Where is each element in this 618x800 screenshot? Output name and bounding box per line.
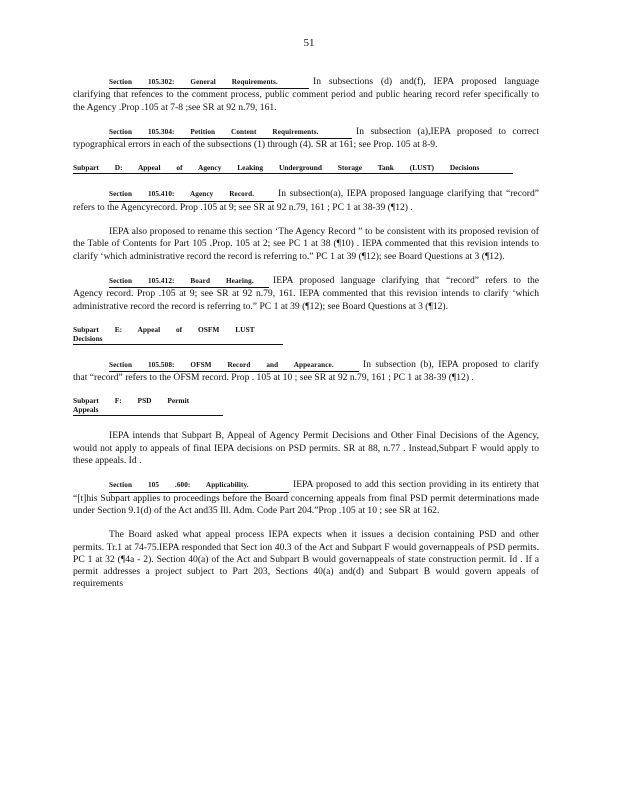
section-105-600 [73,479,539,517]
section-text: IEPA proposed language clarifying that “record” refers to the Agency record. Prop .105 at 9; see SR at 92 n.79, 161. IEPA commented that this revision intends to clarify ‘which administrative record the record is referring to.” PC 1 at 39 (¶12); see Board Questions at 3 (¶12). [73,274,539,312]
section-heading: Section 105.304: Petition Content Requirements. [109,126,352,139]
section-heading: Section 105.410: Agency Record. [109,188,274,201]
page-number: 51 [303,37,315,49]
section-text: In subsections (d) and(f), IEPA proposed language clarifying that refences to the comment process, public comment period and public hearing record refer specifically to the Agency .Prop .105 at 7-8 ;see SR at 92 n.79, 161. [73,76,539,113]
section-heading: Section 105.302: General Requirements. [109,76,309,89]
subpart-heading: Subpart D: Appeal of Agency Leaking Underground Storage Tank (LUST) Decisions [73,163,539,174]
section-text: In subsection(a), IEPA proposed language clarifying that “record” refers to the Agencyrecord. Prop .105 at 9; see SR at 92 n.79, 161 ; PC 1 at 38-39 (¶12) . [73,188,539,213]
section-heading: Section 105.508: OFSM Record and Appearance. [109,359,359,372]
section-105-508 [73,359,539,385]
subpart-heading: Subpart E: Appeal of OSFM LUST Decisions [73,325,539,345]
section-text: In subsection (a),IEPA proposed to correct typographical errors in each of the subsections (1) through (4). SR at 161; see Prop. 105 at 8-9. [73,125,539,151]
document-body [73,76,539,603]
section-105-302 [73,76,539,114]
section-105-412 [73,275,539,313]
subpart-heading: Subpart F: PSD Permit Appeals [73,396,539,416]
section-heading: Section 105 .600: Applicability. [109,479,289,492]
section-heading: Section 105.412: Board Hearing. [109,275,269,288]
section-105-410 [73,188,539,214]
section-105-304 [73,126,539,152]
paragraph: IEPA intends that Subpart B, Appeal of Agency Permit Decisions and Other Final Decisions of the Agency, would not apply to appeals of final IEPA decisions on PSD permits. SR at 88, n.77 . Instead,Subpart F would apply to these appeals. Id . [73,430,539,467]
section-text: In subsection (b), IEPA proposed to clarify that “record” refers to the OFSM record. Prop . 105 at 10 ; see SR at 92 n.79, 161 ; PC 1 at 38-39 (¶12) . [73,358,539,384]
paragraph: The Board asked what appeal process IEPA expects when it issues a decision containing PSD and other permits. Tr.1 at 74-75.IEPA responded that Sect ion 40.3 of the Act and Subpart F would governappeals of PSD permits. PC 1 at 32 (¶4a - 2). Section 40(a) of the Act and Subpart B would governappeals of state construction permit. Id . If a permit addresses a project subject to Part 203, Sections 40(a) and(d) and Subpart B would govern appeals of requirements [73,529,539,590]
section-text: IEPA proposed to add this section providing in its entirety that “[t]his Subpart applies to proceedings before the Board concerning appeals from final PSD permit determinations made under Section 9.1(d) of the Act and35 Ill. Adm. Code Part 204.”Prop .105 at 10 ; see SR at 162. [73,479,539,516]
paragraph: IEPA also proposed to rename this section ‘The Agency Record ” to be consistent with its proposed revision of the Table of Contents for Part 105 .Prop. 105 at 2; see PC 1 at 38 (¶10) . IEPA commented that this revision intends to clarify ‘which administrative record the record is referring to.” PC 1 at 39 (¶12); see Board Questions at 3 (¶12). [73,226,539,262]
